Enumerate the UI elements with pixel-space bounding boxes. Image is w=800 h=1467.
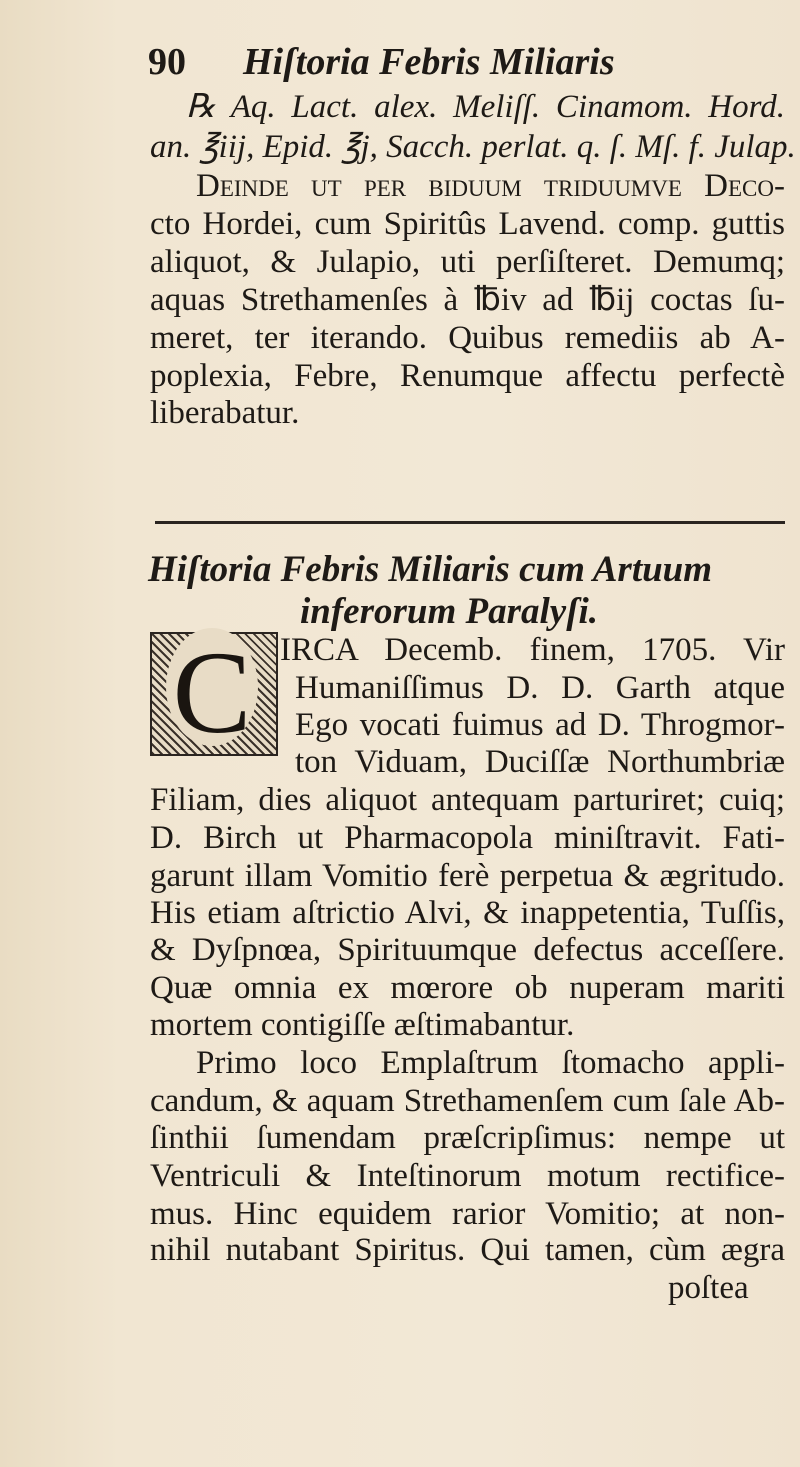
text-line: Primo loco Emplaſtrum ſtomacho appli- — [196, 1045, 785, 1081]
section-title: Hiſtoria Febris Miliaris cum Artuum — [148, 549, 713, 590]
section-divider — [155, 521, 785, 524]
text-line: mortem contigiſſe æſtimabantur. — [150, 1007, 575, 1043]
text-line: Filiam, dies aliquot antequam parturiret; cuiq; — [150, 782, 785, 818]
text-line: aquas Strethamenſes à ℔iv ad ℔ij coctas ſu- — [150, 282, 785, 318]
text-line: Quæ omnia ex mœrore ob nuperam mariti — [150, 970, 785, 1006]
page-number: 90 — [148, 41, 186, 83]
text-line: ℞ Aq. Lact. alex. Meliſſ. Cinamom. Hord. — [186, 89, 785, 125]
text-line: ton Viduam, Duciſſæ Northumbriæ — [295, 744, 785, 780]
running-title: Hiſtoria Febris Miliaris — [243, 41, 615, 83]
text-line: Deinde ut per biduum triduumve Deco- — [196, 168, 785, 204]
text-line: Ego vocati fuimus ad D. Throgmor- — [295, 707, 785, 743]
text-line: Ventriculi & Inteſtinorum motum rectifice- — [150, 1158, 785, 1194]
text-line: poplexia, Febre, Renumque affectu perfectè — [150, 358, 785, 394]
text-line: & Dyſpnœa, Spirituumque defectus acceſſere. — [150, 932, 785, 968]
text-line: mus. Hinc equidem rarior Vomitio; at non- — [150, 1196, 785, 1232]
text-line: cto Hordei, cum Spiritûs Lavend. comp. guttis — [150, 206, 785, 242]
text-line: D. Birch ut Pharmacopola miniſtravit. Fati- — [150, 820, 785, 856]
text-line: aliquot, & Julapio, uti perſiſteret. Demumq; — [150, 244, 785, 280]
catchword: poſtea — [668, 1270, 749, 1306]
decorated-initial: C — [150, 632, 278, 756]
text-line: IRCA Decemb. finem, 1705. Vir — [280, 632, 785, 668]
text-line: meret, ter iterando. Quibus remediis ab A- — [150, 320, 785, 356]
text-line: nihil nutabant Spiritus. Qui tamen, cùm ægra — [150, 1232, 785, 1268]
text-line: liberabatur. — [150, 395, 300, 431]
text-line: candum, & aquam Strethamenſem cum ſale Ab- — [150, 1083, 785, 1119]
text-line: Humaniſſimus D. D. Garth atque — [295, 670, 785, 706]
text-line: an. ℥iij, Epid. ℥j, Sacch. perlat. q. ſ. Mſ. f. Julap. — [150, 129, 796, 165]
text-line: garunt illam Vomitio ferè perpetua & ægritudo. — [150, 858, 785, 894]
text-line: His etiam aſtrictio Alvi, & inappetentia, Tuſſis, — [150, 895, 785, 931]
section-subtitle: inferorum Paralyſi. — [300, 591, 599, 632]
text-line: ſinthii ſumendam præſcripſimus: nempe ut — [150, 1120, 785, 1156]
